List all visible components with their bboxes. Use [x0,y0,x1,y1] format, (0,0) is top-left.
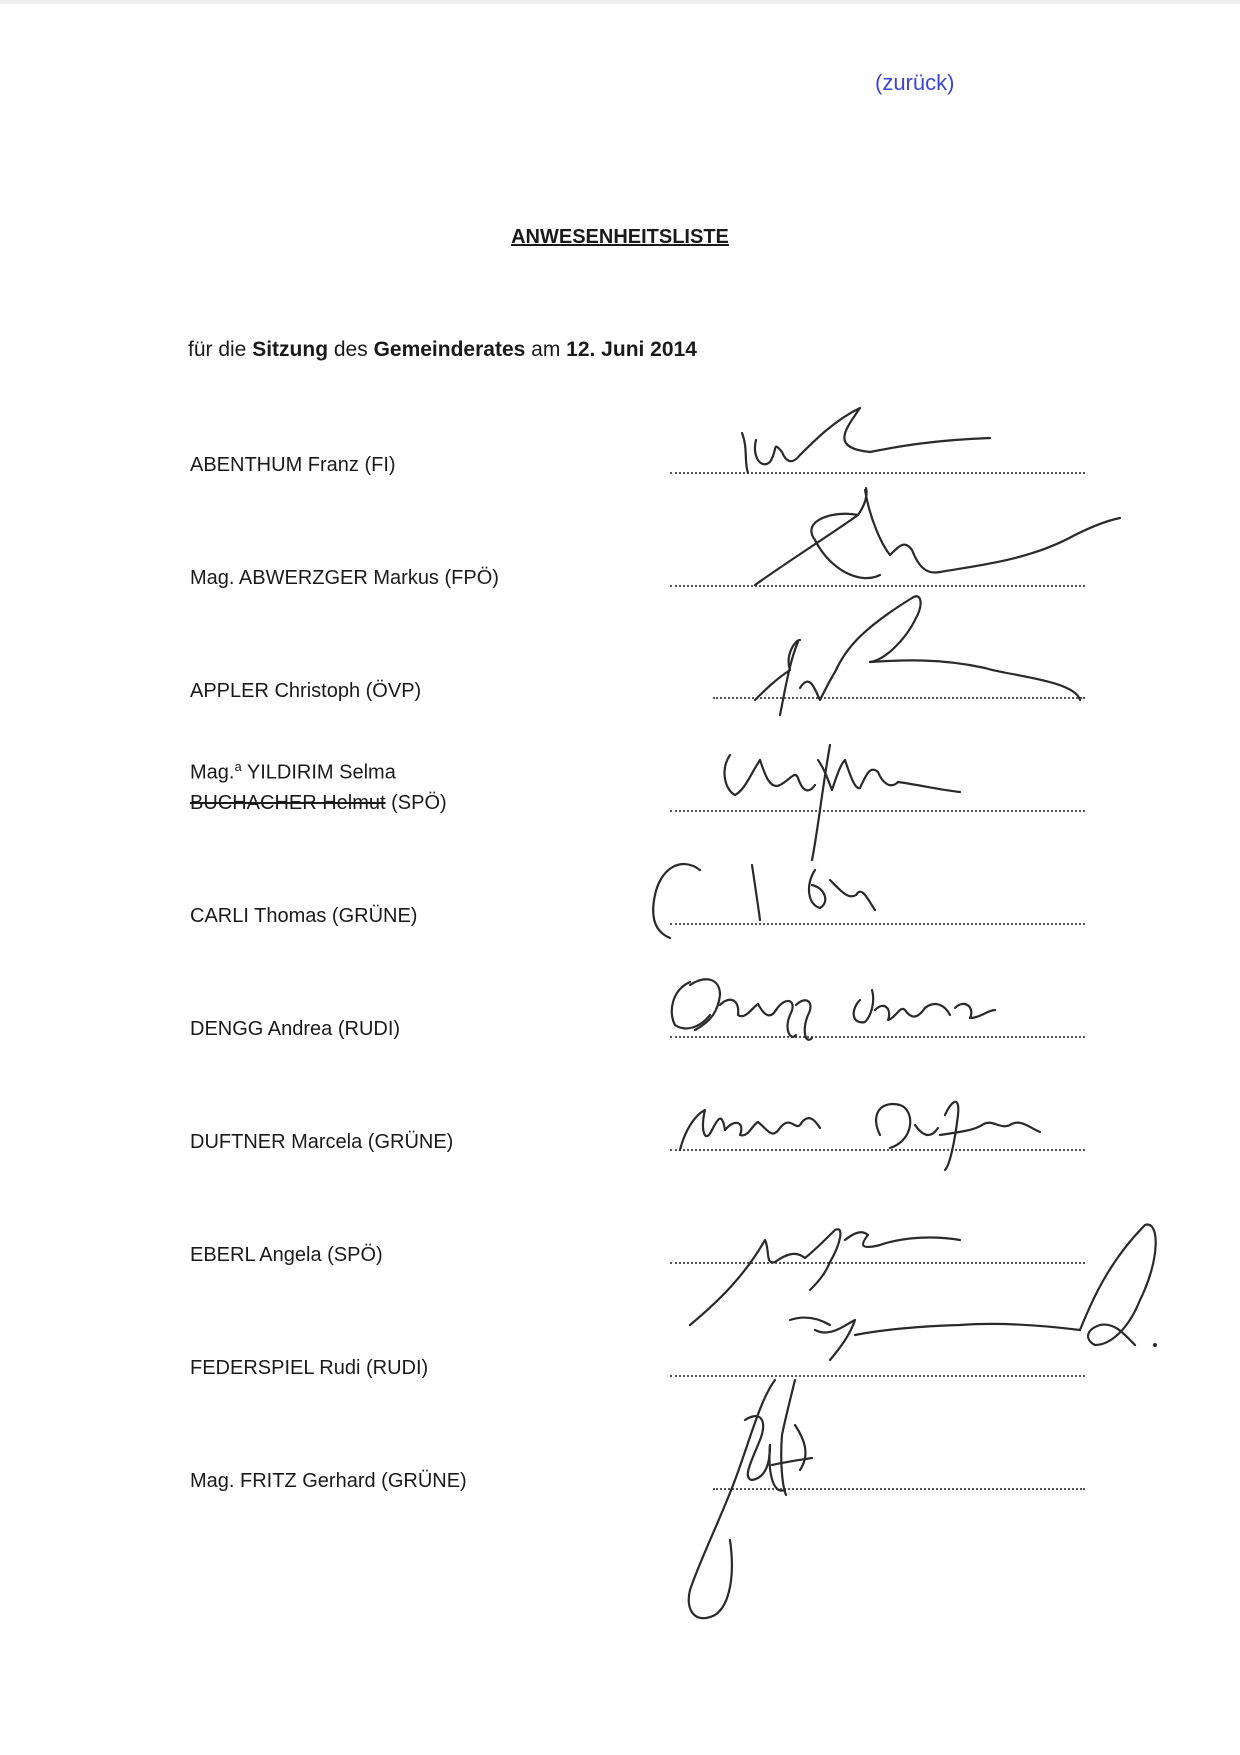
attendee-name: ABENTHUM Franz (FI) [190,454,396,476]
back-link[interactable]: (zurück) [875,70,955,95]
signature-eberl [690,1229,960,1325]
attendee-name: APPLER Christoph (ÖVP) [190,680,422,702]
attendee-name [190,750,396,790]
signature-duftner [680,1102,1040,1170]
subtitle-text: für die [188,338,253,361]
signature-line [670,810,1085,812]
subtitle-text: am [525,338,567,361]
signature-line [670,1036,1085,1038]
signature-abenthum [742,408,990,473]
subtitle-bold: 12. Juni 2014 [566,338,697,361]
signature-carli [653,864,875,938]
signature-line [670,472,1085,474]
name-text: Mag. [190,761,235,784]
meeting-subtitle [188,338,697,362]
signature-yildirim [725,745,960,860]
document-title: ANWESENHEITSLISTE [511,226,729,248]
name-superscript: a [234,759,242,774]
scan-edge [0,0,1240,4]
signature-line [713,697,1085,699]
attendee-name [190,786,447,820]
struck-name: BUCHACHER Helmut [190,792,386,814]
signature-fritz [689,1380,812,1618]
signature-line [670,1262,1085,1264]
name-text: YILDIRIM Selma [241,761,396,784]
signature-line [713,1488,1085,1490]
signature-line [670,1149,1085,1151]
attendee-name: Mag. ABWERZGER Markus (FPÖ) [190,567,499,589]
signature-line [670,1375,1085,1377]
signature-federspiel [790,1225,1157,1360]
subtitle-bold: Sitzung [252,338,329,361]
attendee-name: FEDERSPIEL Rudi (RUDI) [190,1357,429,1379]
attendee-name: DENGG Andrea (RUDI) [190,1018,401,1040]
attendee-name: DUFTNER Marcela (GRÜNE) [190,1131,454,1153]
party-label: (SPÖ) [385,792,447,814]
attendee-name: EBERL Angela (SPÖ) [190,1244,383,1266]
signature-dengg [672,979,995,1039]
signature-line [670,923,1085,925]
signature-line [670,585,1085,587]
attendee-name: CARLI Thomas (GRÜNE) [190,905,418,927]
subtitle-bold: Gemeinderates [373,338,526,361]
attendee-name: Mag. FRITZ Gerhard (GRÜNE) [190,1470,467,1492]
subtitle-text: des [328,338,374,361]
signature-abwerzger [755,488,1120,585]
